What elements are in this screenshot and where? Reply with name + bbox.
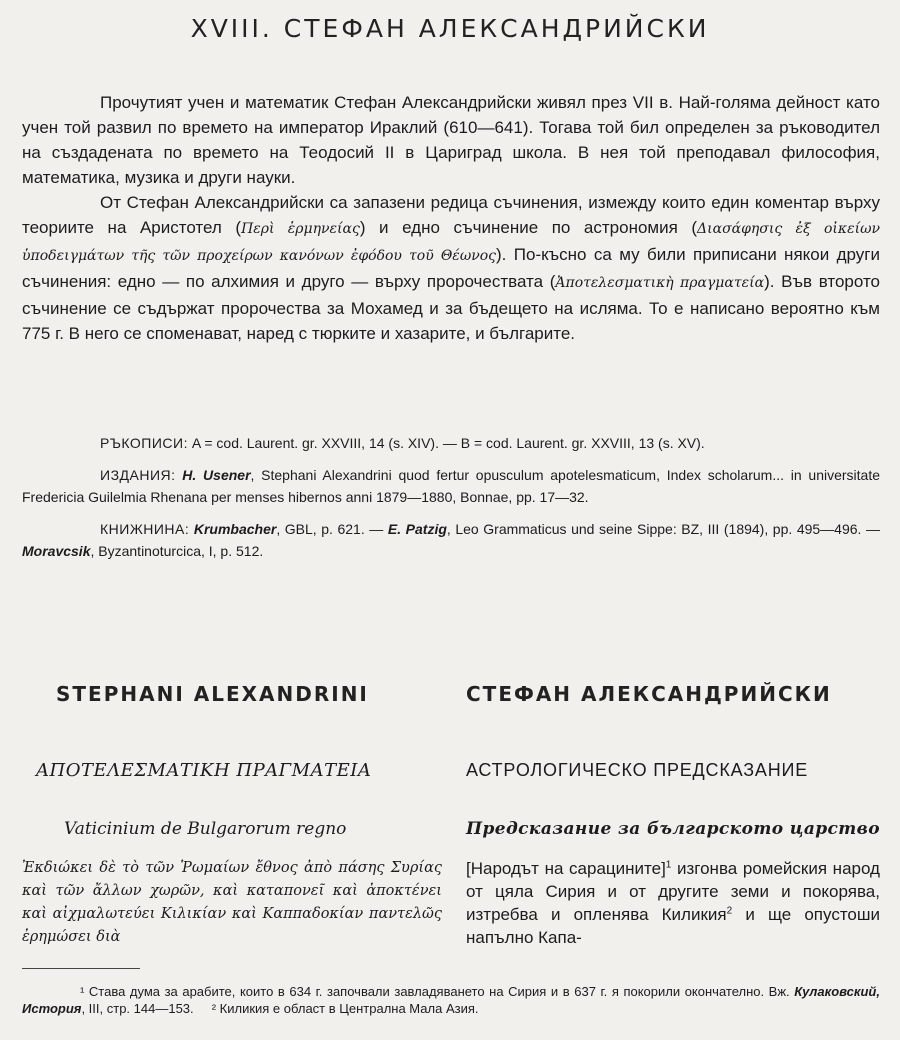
right-column-heading: СТЕФАН АЛЕКСАНДРИЙСКИ [466,682,832,706]
intro-p2-part-d: ). Във второто съчинение се съдържат пророчества за Мохамед и за бъдещето на исляма. То е написано вероятно към 775 г. В него се споменават, наред с тюрките и хазарите, и българите. [22,272,880,343]
greek-title-1: Περὶ ἑρμηνείας [241,221,360,237]
footnote-1-b: , III, стр. 144—153. [81,1001,194,1016]
literature-author-1: Krumbacher [193,521,277,537]
footnote-marker-2: 2 [726,905,733,917]
editions-author: H. Usener [182,467,251,483]
footnote-marker-1: 1 [665,859,672,871]
footnote-1-a: ¹ Става дума за арабите, които в 634 г. започвали завладяването на Сирия и в 637 г. я покорили окончателно. Вж. [80,984,795,999]
footnote-divider [22,968,140,969]
intro-paragraph-2 [22,190,880,346]
literature-author-3: Moravcsik [22,543,91,559]
literature-text-2: , Leo Grammaticus und seine Sippe: BZ, III (1894), pp. 495—496. — [446,521,880,537]
intro-p2-part-b: ) и едно съчинение по астрономия ( [359,218,698,237]
greek-text: Ἐκδιώκει δὲ τὸ τῶν Ῥωμαίων ἔθνος ἀπὸ πάσης Συρίας καὶ τῶν ἄλλων χωρῶν, καὶ καταπονεῖ καὶ ἀποκτένει καὶ αἰχμαλωτεύει Κιλικίαν καὶ Καππαδοκίαν παντελῶς ἐρημώσει διὰ [22,860,442,945]
intro-p2-part-c: ). По-късно са му били приписани някои други съчинения: едно — по алхимия и друго — върху пророчествата ( [22,245,880,291]
right-column-title: Предсказание за българското царство [466,819,880,839]
intro-text [22,90,880,346]
intro-p2-part-a: От Стефан Александрийски са запазени редица съчинения, измежду които един коментар върху теориите на Аристотел ( [22,193,880,237]
editions-entry [22,464,880,508]
manuscripts-entry [22,432,880,454]
literature-entry [22,518,880,562]
literature-text-1: , GBL, p. 621. — [276,521,388,537]
footnotes [22,983,880,1017]
footnote-2: ² Киликия е област в Централна Мала Азия. [211,1001,479,1016]
left-column-subtitle: ΑΠΟΤΕΛΕΣΜΑΤΙΚΗ ΠΡΑΓΜΑΤΕΙΑ [36,760,372,781]
greek-title-2: Διασάφησις ἐξ οἰκείων ὑποδειγμάτων τῆς τῶν προχείρων κανόνων ἐφόδου τοῦ Θέωνος [22,221,881,264]
editions-text: , Stephani Alexandrini quod fertur opusculum apotelesmaticum, Index scholarum... in universitate Fredericia Guilelmia Rhenana per menses hibernos anni 1879—1880, Bonnae, pp. 17—32. [22,467,880,505]
manuscripts-text: A = cod. Laurent. gr. XXVIII, 14 (s. XIV). — B = cod. Laurent. gr. XXVIII, 13 (s. XV). [191,435,705,451]
literature-text-3: , Byzantinoturcica, I, p. 512. [90,543,264,559]
translation-part-a: [Народът на сарацините] [466,859,666,878]
intro-paragraph-1: Прочутият учен и математик Стефан Александрийски живял през VII в. Най-голяма дейност като учен той развил по времето на император Ираклий (610—641). Тогава той бил определен за ръководител на създадената по времето на Теодосий II в Цариград школа. В нея той преподавал философия, математика, музика и други науки. [22,93,880,187]
references [22,432,880,572]
literature-author-2: E. Patzig [387,521,447,537]
manuscripts-heading: РЪКОПИСИ: [100,435,188,451]
literature-heading: КНИЖНИНА: [100,521,190,537]
translation-part-b: изгонва ромейския народ от цяла Сирия и от другите земи и покорява, изтребва и опленява Киликия [466,859,880,924]
editions-heading: ИЗДАНИЯ: [100,467,176,483]
bulgarian-translation [466,857,880,949]
footnote-1-author: Кулаковский, История [22,984,880,1016]
chapter-title: XVIII. СТЕФАН АЛЕКСАНДРИЙСКИ [190,14,710,43]
greek-title-3: Ἀποτελεσματικὴ πραγματεία [555,275,765,291]
left-column-title: Vaticinium de Bulgarorum regno [64,819,347,839]
footnote-block [22,983,880,1017]
right-column-subtitle: АСТРОЛОГИЧЕСКО ПРЕДСКАЗАНИЕ [466,760,809,780]
translation-part-c: и ще опустоши напълно Капа- [466,905,880,947]
left-column-heading: STEPHANI ALEXANDRINI [56,682,369,706]
